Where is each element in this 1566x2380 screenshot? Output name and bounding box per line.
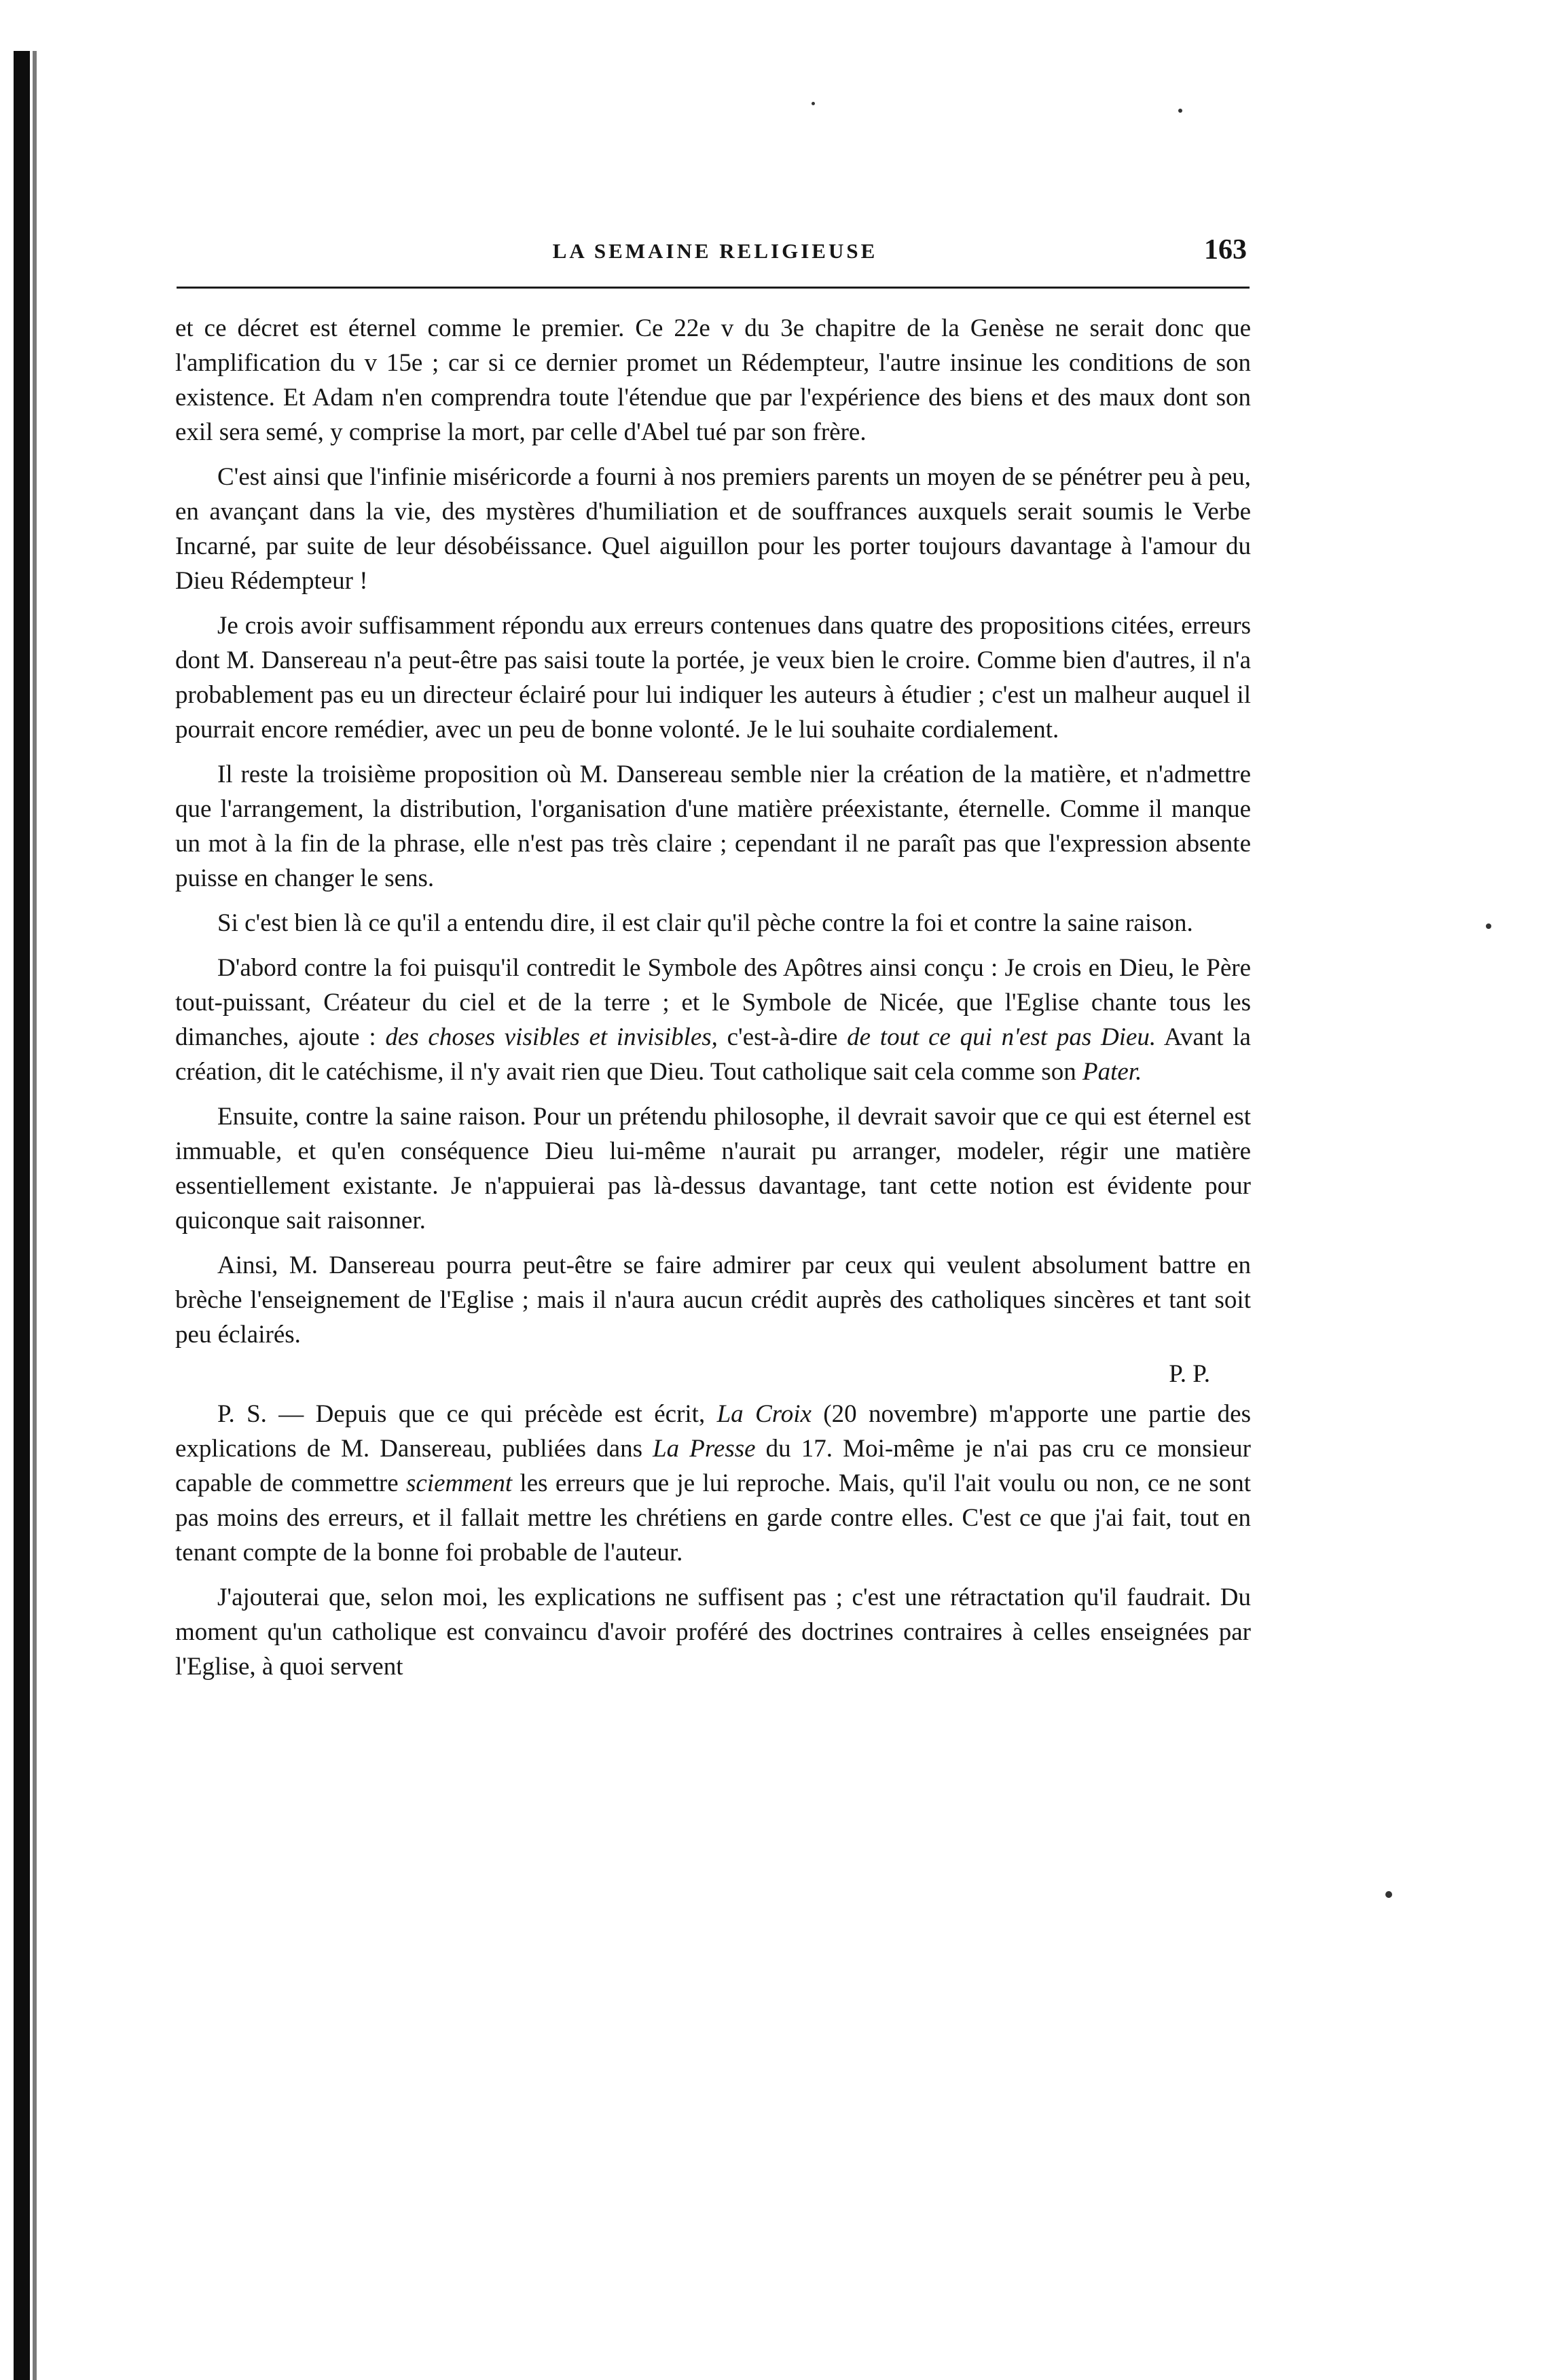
paragraph-6-text-b: c'est-à-dire — [717, 1023, 848, 1051]
postscript-text-c: du 17. Moi-même je n'ai pas cru ce monsieur capable de commettre — [175, 1435, 1251, 1497]
paragraph-4: Il reste la troisième proposition où M. Dansereau semble nier la création de la matière, et n'admettre que l'arrangement, la distribution, l'organisation d'une matière préexistante, éternelle. Comme il manque un mot à la fin de la phrase, elle n'est pas très claire ; cependant il ne paraît pas que l'expression absente puisse en changer le sens. — [175, 761, 1251, 892]
postscript-text-d: les erreurs que je lui reproche. Mais, qu'il l'ait voulu ou non, ce ne sont pas moins des erreurs, et il fallait mettre les chrétiens en garde contre elles. C'est ce que j'ai fait, tout en tenant compte de la bonne foi probable de l'auteur. — [175, 1469, 1251, 1567]
running-title: LA SEMAINE RELIGIEUSE — [552, 239, 878, 263]
paragraph-7: Ensuite, contre la saine raison. Pour un prétendu philosophe, il devrait savoir que ce qui est éternel est immuable, et qu'en conséquence Dieu lui-même n'aurait pu arranger, modeler, régir une matière essentiellement existante. Je n'appuierai pas là-dessus davantage, tant cette notion est évidente pour quiconque sait raisonner. — [175, 1103, 1251, 1234]
paragraph-1: et ce décret est éternel comme le premier. Ce 22e v du 3e chapitre de la Genèse ne serait donc que l'amplification du v 15e ; car si ce dernier promet un Rédempteur, l'autre insinue les conditions de son existence. Et Adam n'en comprendra toute l'étendue que par l'expérience des biens et des maux dont son exil sera semé, y comprise la mort, par celle d'Abel tué par son frère. — [175, 314, 1251, 446]
paragraph-2: C'est ainsi que l'infinie miséricorde a fourni à nos premiers parents un moyen de se pénétrer peu à peu, en avançant dans la vie, des mystères d'humiliation et de souffrances auxquels serait soumis le Verbe Incarné, par suite de leur désobéissance. Quel aiguillon pour les porter toujours davantage à l'amour du Dieu Rédempteur ! — [175, 463, 1251, 595]
paragraph-6-italic-3: Pater. — [1082, 1058, 1142, 1086]
scan-speck — [1385, 1891, 1392, 1898]
scan-speck — [812, 102, 815, 105]
paragraph-6-text-c: Avant la création, dit le catéchisme, il n'y avait rien que Dieu. Tout catholique sait cela comme son — [175, 1023, 1251, 1086]
paragraph-6-italic-1: des choses visibles et invisibles, — [385, 1023, 718, 1051]
scan-speck — [1178, 109, 1182, 113]
postscript-italic-1: La Croix — [716, 1400, 812, 1428]
signature: P. P. — [1169, 1360, 1210, 1388]
postscript-text-a: P. S. — Depuis que ce qui précède est écrit, — [217, 1400, 717, 1428]
page-text — [175, 311, 1251, 1694]
paragraph-6 — [175, 951, 1251, 1089]
scan-speck — [1486, 923, 1491, 929]
scan-edge-shadow — [14, 51, 30, 2380]
paragraph-5: Si c'est bien là ce qu'il a entendu dire, il est clair qu'il pèche contre la foi et contre la saine raison. — [217, 909, 1193, 937]
header-rule — [177, 287, 1250, 289]
paragraph-6-italic-2: de tout ce qui n'est pas Dieu. — [847, 1023, 1157, 1051]
postscript-italic-2: La Presse — [653, 1435, 756, 1463]
postscript-italic-3: sciemment — [405, 1469, 513, 1497]
paragraph-9: J'ajouterai que, selon moi, les explications ne suffisent pas ; c'est une rétractation qu'il faudrait. Du moment qu'un catholique est convaincu d'avoir proféré des doctrines contraires à celles enseignées par l'Eglise, à quoi servent — [175, 1583, 1251, 1681]
page-header — [183, 234, 1247, 280]
postscript — [175, 1397, 1251, 1570]
page-number: 163 — [1204, 234, 1247, 266]
paragraph-3: Je crois avoir suffisamment répondu aux erreurs contenues dans quatre des propositions citées, erreurs dont M. Dansereau n'a peut-être pas saisi toute la portée, je veux bien le croire. Comme bien d'autres, il n'a probablement pas eu un directeur éclairé pour lui indiquer les auteurs à étudier ; c'est un malheur auquel il pourrait encore remédier, avec un peu de bonne volonté. Je le lui souhaite cordialement. — [175, 612, 1251, 744]
paragraph-8: Ainsi, M. Dansereau pourra peut-être se faire admirer par ceux qui veulent absolument battre en brèche l'enseignement de l'Eglise ; mais il n'aura aucun crédit auprès des catholiques sincères et tant soit peu éclairés. — [175, 1251, 1251, 1349]
paragraph-6-text-a: D'abord contre la foi puisqu'il contredit le Symbole des Apôtres ainsi conçu : Je crois en Dieu, le Père tout-puissant, Créateur du ciel et de la terre ; et le Symbole de Nicée, que l'Eglise chante tous les dimanches, ajoute : — [175, 954, 1251, 1051]
postscript-text-b: (20 novembre) m'apporte une partie des explications de M. Dansereau, publiées dans — [175, 1400, 1252, 1463]
scan-edge-shadow-inner — [33, 51, 37, 2380]
